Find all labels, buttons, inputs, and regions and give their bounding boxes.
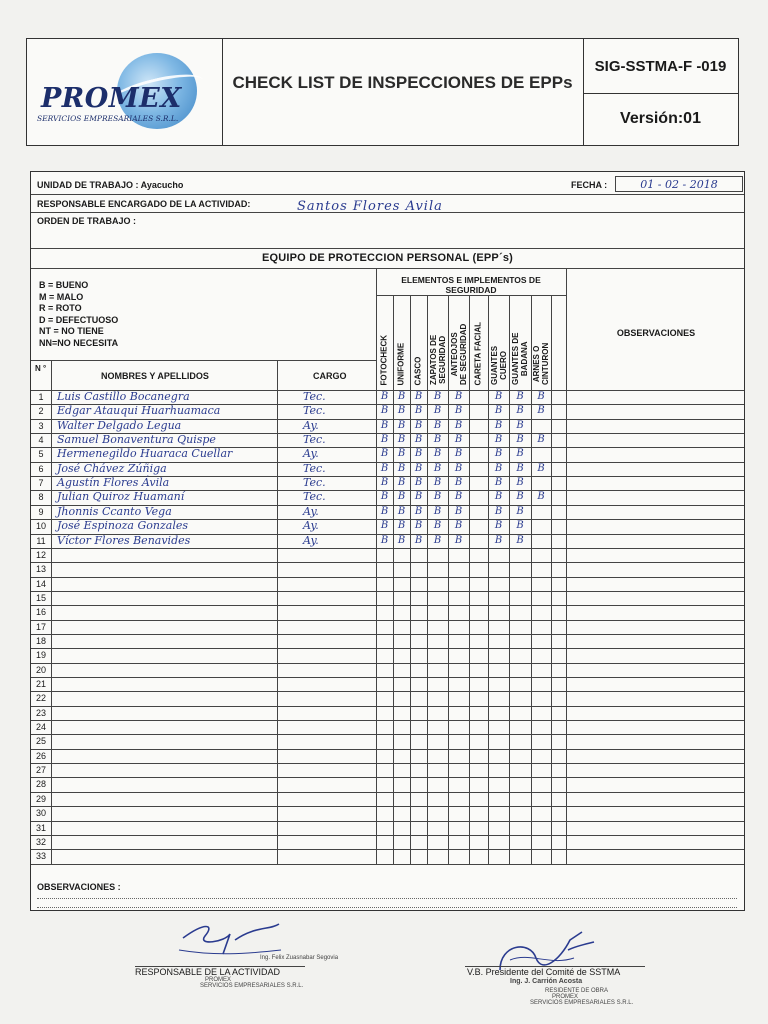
responsable-label: RESPONSABLE ENCARGADO DE LA ACTIVIDAD:	[37, 199, 251, 209]
epp-column-header	[469, 295, 488, 387]
epp-status-mark[interactable]: B	[397, 505, 406, 517]
epp-status-mark[interactable]: B	[454, 419, 463, 431]
table-row[interactable]	[31, 806, 744, 820]
fecha-label: FECHA :	[571, 180, 608, 190]
table-row[interactable]	[31, 749, 744, 763]
epp-status-mark[interactable]: B	[494, 448, 503, 460]
epp-status-mark[interactable]: B	[454, 448, 463, 460]
table-row[interactable]	[31, 605, 744, 619]
epp-status-mark[interactable]: B	[454, 405, 463, 417]
epp-status-mark[interactable]: B	[397, 419, 406, 431]
epp-status-mark[interactable]: B	[516, 434, 524, 446]
epp-status-mark[interactable]: B	[414, 462, 423, 474]
epp-status-mark[interactable]: B	[537, 491, 545, 503]
worker-cargo[interactable]: Ay.	[303, 447, 319, 461]
epp-status-mark[interactable]: B	[537, 462, 545, 474]
epp-status-mark[interactable]: B	[454, 434, 463, 446]
worker-name[interactable]: José Chávez Zúñiga	[57, 461, 167, 475]
observaciones-footer-label: OBSERVACIONES :	[37, 882, 121, 892]
row-number: 15	[35, 592, 46, 603]
row-number: 17	[35, 621, 46, 632]
document-version: Versión:01	[620, 110, 701, 127]
row-number: 18	[35, 635, 46, 646]
row-number: 27	[35, 765, 46, 776]
epp-status-mark[interactable]: B	[380, 534, 389, 546]
signature-right-caption: V.B. Presidente del Comité de SSTMA	[467, 967, 621, 977]
epp-column-label-line: CASCO	[413, 356, 422, 385]
table-row[interactable]	[31, 720, 744, 734]
worker-name[interactable]: Julian Quiroz Huamaní	[57, 490, 185, 504]
epp-status-mark[interactable]: B	[397, 534, 406, 546]
row-number: 24	[35, 722, 46, 733]
table-row[interactable]	[31, 591, 744, 605]
worker-name[interactable]: José Espinoza Gonzales	[57, 519, 188, 533]
cargo-column-header: CARGO	[313, 371, 347, 381]
epp-status-mark[interactable]: B	[414, 491, 423, 503]
worker-cargo[interactable]: Tec.	[303, 461, 326, 475]
epp-column-label-line: BADANA	[519, 341, 529, 377]
epp-status-mark[interactable]: B	[454, 462, 463, 474]
epp-column-label-line: CARETA FACIAL	[473, 321, 482, 385]
epp-status-mark[interactable]: B	[494, 520, 503, 532]
epp-status-mark[interactable]: B	[414, 434, 423, 446]
worker-cargo[interactable]: Ay.	[303, 533, 319, 547]
document-title: CHECK LIST DE INSPECCIONES DE EPPs	[232, 73, 573, 92]
code-version-cell	[583, 39, 738, 145]
worker-name[interactable]: Walter Delgado Legua	[57, 418, 182, 432]
table-row[interactable]	[31, 476, 744, 490]
epp-status-mark[interactable]: B	[454, 477, 463, 489]
number-column-header: N °	[35, 364, 47, 373]
row-number: 21	[35, 679, 46, 689]
epp-status-mark[interactable]: B	[516, 419, 524, 431]
epp-column-header	[393, 295, 410, 387]
worker-name[interactable]: Víctor Flores Benavides	[57, 533, 191, 547]
epp-column-label-line: CINTURON	[540, 342, 550, 385]
table-row[interactable]	[31, 577, 744, 591]
epp-column-header	[488, 295, 509, 387]
epp-column-label	[451, 324, 468, 385]
epp-status-mark[interactable]: B	[516, 462, 524, 474]
epp-status-mark[interactable]: B	[433, 534, 442, 546]
epp-status-mark[interactable]: B	[537, 434, 545, 446]
epp-status-mark[interactable]: B	[433, 491, 442, 503]
document-code: SIG-SSTMA-F -019	[583, 39, 738, 94]
epp-status-mark[interactable]: B	[494, 477, 503, 489]
table-row[interactable]	[31, 792, 744, 806]
observaciones-column-header: OBSERVACIONES	[616, 328, 696, 338]
epp-status-mark[interactable]: B	[380, 434, 389, 446]
epp-status-mark[interactable]: B	[494, 462, 503, 474]
row-number: 33	[35, 851, 46, 862]
epp-column-label-line: ANTEOJOS	[449, 332, 459, 377]
worker-cargo[interactable]: Tec.	[303, 404, 326, 418]
epp-status-mark[interactable]: B	[380, 477, 389, 489]
epp-column-label-line: FOTOCHECK	[379, 334, 388, 385]
stamp-right-name: Ing. J. Carrión Acosta	[510, 978, 583, 985]
epp-column-label	[430, 335, 447, 385]
unidad-label: UNIDAD DE TRABAJO : Ayacucho	[37, 180, 184, 190]
table-row[interactable]	[31, 849, 744, 863]
table-row[interactable]	[31, 505, 744, 519]
row-number: 29	[35, 793, 46, 804]
table-row[interactable]	[31, 677, 744, 691]
worker-name[interactable]: Agustín Flores Ávila	[57, 476, 170, 490]
responsable-value[interactable]: Santos Flores Avila	[297, 199, 443, 214]
table-row[interactable]	[31, 490, 744, 504]
epp-status-mark[interactable]: B	[433, 505, 442, 517]
fecha-value: 01 - 02 - 2018	[640, 178, 718, 191]
row-number: 30	[35, 808, 46, 819]
fecha-field[interactable]	[615, 176, 743, 192]
epp-column-label	[512, 333, 529, 385]
row-number: 31	[35, 822, 46, 833]
company-logo: PROMEX	[41, 83, 182, 114]
epp-column-label	[491, 346, 508, 385]
epp-status-mark[interactable]: B	[414, 534, 423, 546]
epp-column-header	[427, 295, 448, 387]
stamp-right-line: SERVICIOS EMPRESARIALES S.R.L.	[530, 1000, 634, 1006]
row-number: 23	[35, 707, 46, 718]
logo-cell	[27, 39, 223, 145]
row-number: 14	[35, 578, 46, 589]
epp-status-mark[interactable]: B	[397, 391, 406, 402]
row-number: 16	[35, 607, 46, 618]
epp-status-mark[interactable]: B	[380, 505, 389, 517]
table-row[interactable]	[31, 777, 744, 791]
epp-status-mark[interactable]: B	[454, 491, 463, 503]
row-number: 25	[35, 736, 46, 747]
epp-status-mark[interactable]: B	[414, 520, 423, 532]
row-number: 10	[35, 521, 46, 532]
epp-status-mark[interactable]: B	[414, 448, 423, 460]
epp-status-mark[interactable]: B	[397, 491, 406, 503]
epp-status-mark[interactable]: B	[454, 505, 463, 517]
row-number: 20	[35, 664, 46, 675]
epp-column-label-line: GUANTES DE	[511, 332, 520, 385]
table-row[interactable]	[31, 390, 744, 404]
signature-left-caption: RESPONSABLE DE LA ACTIVIDAD	[135, 967, 281, 977]
epp-status-mark[interactable]: B	[433, 448, 442, 460]
epp-status-mark[interactable]: B	[494, 405, 503, 417]
epp-status-mark[interactable]: B	[494, 505, 503, 517]
epp-status-mark[interactable]: B	[380, 462, 389, 474]
epp-status-mark[interactable]: B	[537, 405, 545, 417]
epp-status-mark[interactable]: B	[380, 448, 389, 460]
epp-status-mark[interactable]: B	[414, 419, 423, 431]
epp-status-mark[interactable]: B	[516, 391, 524, 402]
epp-status-mark[interactable]: B	[380, 491, 389, 503]
worker-cargo[interactable]: Tec.	[303, 476, 326, 490]
stamp-right-line: RESIDENTE DE OBRA	[545, 988, 609, 994]
table-row[interactable]	[31, 562, 744, 576]
epp-status-mark[interactable]: B	[397, 405, 406, 417]
legend-item: M = MALO	[39, 291, 84, 302]
epp-status-mark[interactable]: B	[397, 520, 406, 532]
table-row[interactable]	[31, 404, 744, 418]
worker-cargo[interactable]: Tec.	[303, 433, 326, 447]
epp-status-mark[interactable]: B	[454, 520, 463, 532]
epp-status-mark[interactable]: B	[433, 391, 442, 402]
worker-cargo[interactable]: Tec.	[303, 390, 326, 403]
legend-item: B = BUENO	[39, 280, 89, 290]
stamp-left-line: PROMEX	[205, 977, 232, 983]
legend-item: NT = NO TIENE	[39, 326, 104, 337]
row-number: 13	[35, 564, 46, 575]
worker-name[interactable]: Samuel Bonaventura Quispe	[57, 433, 216, 447]
table-row[interactable]	[31, 447, 744, 461]
stamp-left-line: SERVICIOS EMPRESARIALES S.R.L.	[200, 983, 304, 989]
table-row[interactable]	[31, 534, 744, 548]
worker-cargo[interactable]: Ay.	[303, 519, 319, 533]
table-row[interactable]	[31, 835, 744, 849]
row-line	[31, 864, 744, 865]
document-header	[26, 38, 739, 146]
row-number: 26	[35, 750, 46, 761]
worker-cargo[interactable]: Ay.	[303, 418, 319, 432]
epp-column-label-line: DE SEGURIDAD	[458, 323, 467, 385]
legend-item: D = DEFECTUOSO	[39, 314, 119, 325]
epp-status-mark[interactable]: B	[397, 477, 406, 489]
epp-column-label	[380, 334, 389, 385]
table-row[interactable]	[31, 648, 744, 662]
epp-status-mark[interactable]: B	[494, 391, 503, 402]
observaciones-line[interactable]	[37, 898, 737, 899]
epp-status-mark[interactable]: B	[433, 462, 442, 474]
table-row[interactable]	[31, 548, 744, 562]
epp-column-header	[531, 295, 551, 387]
epp-column-label	[414, 356, 423, 385]
epp-status-mark[interactable]: B	[380, 405, 389, 417]
epp-column-header	[410, 295, 427, 387]
row-number: 3	[38, 420, 44, 431]
epp-status-mark[interactable]: B	[433, 477, 442, 489]
epp-section-title: EQUIPO DE PROTECCION PERSONAL (EPP´s)	[261, 252, 514, 264]
table-row[interactable]	[31, 734, 744, 748]
epp-status-mark[interactable]: B	[494, 491, 503, 503]
row-number: 7	[38, 478, 44, 489]
title-cell	[222, 39, 584, 145]
signature-left-icon	[175, 920, 285, 960]
epp-column-header	[376, 295, 393, 387]
worker-name[interactable]: Jhonnis Ccanto Vega	[57, 504, 172, 518]
row-number: 28	[35, 779, 46, 790]
stamp-right-line: PROMEX	[552, 994, 579, 1000]
epp-status-mark[interactable]: B	[433, 520, 442, 532]
legend-item: R = ROTO	[39, 303, 82, 314]
worker-cargo[interactable]: Ay.	[303, 504, 319, 518]
row-number: 32	[35, 836, 46, 847]
epp-status-mark[interactable]: B	[516, 405, 524, 417]
epp-status-mark[interactable]: B	[397, 448, 406, 460]
epp-status-mark[interactable]: B	[516, 491, 524, 503]
epp-status-mark[interactable]: B	[433, 434, 442, 446]
names-column-header: NOMBRES Y APELLIDOS	[101, 371, 209, 381]
epp-status-mark[interactable]: B	[516, 477, 524, 489]
elements-title: ELEMENTOS E IMPLEMENTOS DE SEGURIDAD	[401, 275, 541, 295]
row-number: 9	[38, 506, 44, 517]
row-number: 11	[36, 535, 46, 546]
epp-column-header	[448, 295, 469, 387]
worker-name[interactable]: Hermenegildo Huaraca Cuellar	[57, 447, 233, 461]
epp-status-mark[interactable]: B	[414, 391, 423, 402]
epp-status-mark[interactable]: B	[454, 534, 463, 546]
row-number: 2	[38, 406, 44, 417]
epp-column-label-line: UNIFORME	[396, 342, 405, 385]
row-number: 19	[35, 650, 46, 661]
table-row[interactable]	[31, 691, 744, 705]
epp-status-mark[interactable]: B	[414, 505, 423, 517]
epp-status-mark[interactable]: B	[380, 419, 389, 431]
legend	[39, 280, 118, 350]
epp-status-mark[interactable]: B	[516, 520, 524, 532]
epp-status-mark[interactable]: B	[494, 419, 503, 431]
epp-status-mark[interactable]: B	[537, 391, 545, 402]
epp-column-label-line: ARNES O	[532, 345, 541, 383]
epp-column-label-line: CUERO	[498, 351, 507, 380]
inspection-form	[30, 171, 745, 911]
epp-status-mark[interactable]: B	[433, 419, 442, 431]
grid-line	[31, 360, 376, 361]
row-number: 12	[35, 549, 46, 560]
epp-status-mark[interactable]: B	[433, 405, 442, 417]
epp-column-label-line: ZAPATOS DE	[428, 334, 438, 385]
epp-column-label	[533, 343, 550, 385]
epp-status-mark[interactable]: B	[397, 434, 406, 446]
epp-status-mark[interactable]: B	[397, 462, 406, 474]
table-row[interactable]	[31, 821, 744, 835]
stamp-left-name: Ing. Felix Zuasnabar Segovia	[260, 955, 339, 961]
epp-column-label-line: GUANTES	[489, 345, 499, 385]
table-row[interactable]	[31, 433, 744, 447]
worker-cargo[interactable]: Tec.	[303, 490, 326, 504]
epp-status-mark[interactable]: B	[380, 520, 389, 532]
company-tagline: SERVICIOS EMPRESARIALES S.R.L.	[37, 114, 179, 123]
table-row[interactable]	[31, 519, 744, 533]
legend-item: NN=NO NECESITA	[39, 337, 119, 348]
worker-name[interactable]: Edgar Atauqui Huarhuamaca	[57, 404, 221, 418]
epp-status-mark[interactable]: B	[414, 477, 423, 489]
orden-label: ORDEN DE TRABAJO :	[37, 216, 137, 226]
epp-status-mark[interactable]: B	[380, 391, 389, 402]
observaciones-line[interactable]	[37, 907, 737, 908]
epp-status-mark[interactable]: B	[494, 534, 503, 546]
table-row[interactable]	[31, 462, 744, 476]
row-number: 22	[35, 693, 46, 704]
table-row[interactable]	[31, 763, 744, 777]
table-row[interactable]	[31, 634, 744, 648]
epp-status-mark[interactable]: B	[516, 534, 524, 546]
epp-column-label	[397, 342, 406, 385]
epp-column-label-line: SEGURIDAD	[437, 335, 446, 384]
worker-name[interactable]: Luis Castillo Bocanegra	[57, 390, 190, 403]
row-number: 6	[38, 463, 44, 474]
epp-status-mark[interactable]: B	[494, 434, 503, 446]
epp-status-mark[interactable]: B	[414, 405, 423, 417]
epp-column-label	[474, 321, 483, 385]
table-row[interactable]	[31, 706, 744, 720]
row-number: 4	[38, 435, 44, 446]
table-row[interactable]	[31, 620, 744, 634]
epp-status-mark[interactable]: B	[454, 391, 463, 402]
row-number: 1	[38, 392, 44, 402]
epp-status-mark[interactable]: B	[516, 448, 524, 460]
table-row[interactable]	[31, 419, 744, 433]
epp-status-mark[interactable]: B	[516, 505, 524, 517]
row-number: 5	[38, 449, 44, 460]
table-row[interactable]	[31, 663, 744, 677]
epp-column-header	[509, 295, 531, 387]
row-number: 8	[38, 492, 44, 503]
